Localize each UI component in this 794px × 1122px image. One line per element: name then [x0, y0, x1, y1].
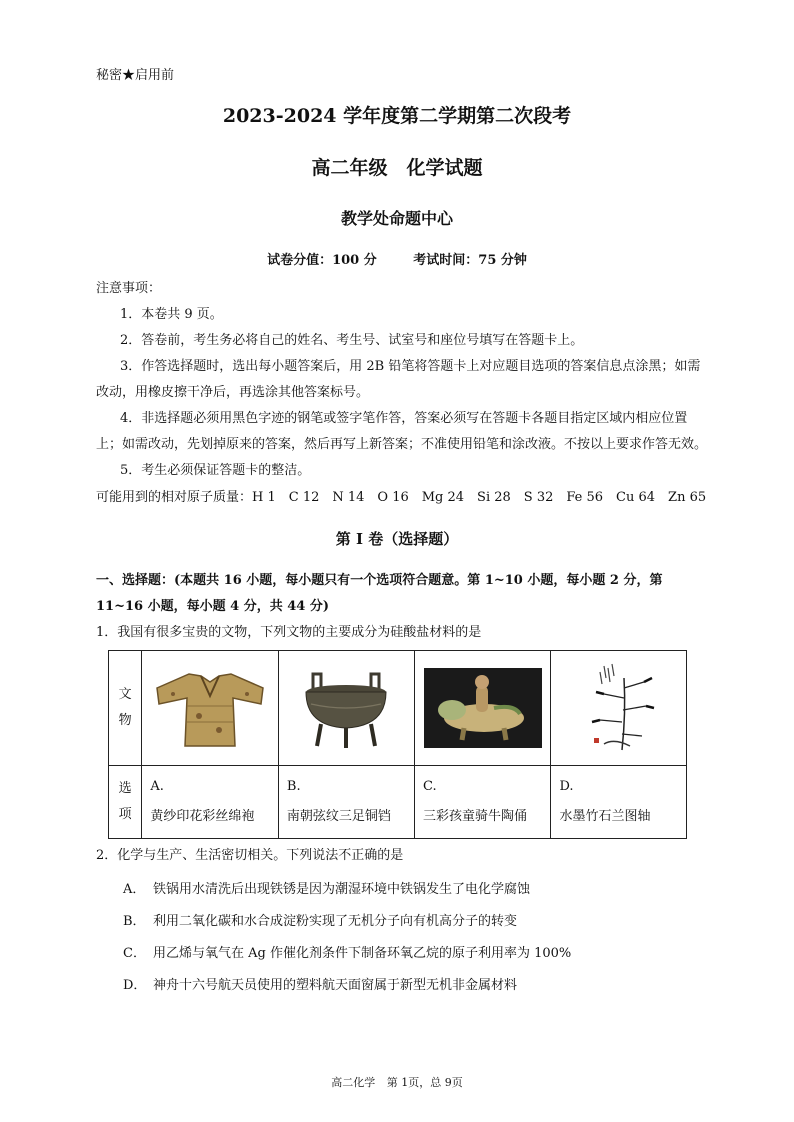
exam-time: 考试时间：75 分钟	[413, 253, 527, 268]
label-char: 选	[118, 781, 132, 796]
bronze-vessel-icon	[291, 666, 401, 750]
robe-icon	[149, 666, 271, 750]
artifact-image-robe	[142, 651, 279, 766]
option-text: 用乙烯与氧气在 Ag 作催化剂条件下制备环氧乙烷的原子利用率为 100%	[153, 946, 572, 961]
exam-subtitle: 高二年级 化学试题	[311, 157, 483, 179]
artifact-image-pottery-figure	[415, 651, 551, 766]
option-key: C．	[123, 946, 146, 961]
q2-option-c[interactable]	[123, 942, 571, 961]
option-text: 三彩孩童骑牛陶俑	[423, 809, 528, 824]
q2-option-d[interactable]	[123, 974, 517, 993]
option-key: A.	[150, 779, 164, 794]
footer-subject: 高二化学	[331, 1076, 376, 1089]
option-key: D．	[123, 978, 147, 993]
section-title: 第 I 卷（选择题）	[335, 530, 459, 548]
option-key: B.	[286, 779, 301, 794]
q2-option-b[interactable]	[123, 910, 517, 929]
q1-option-c[interactable]	[415, 766, 551, 839]
ink-painting-icon	[574, 658, 664, 758]
option-key: C.	[423, 779, 437, 794]
artifact-image-ink-painting	[551, 651, 687, 766]
pottery-figure-icon	[424, 668, 542, 748]
option-text: 铁锅用水清洗后出现铁锈是因为潮湿环境中铁锅发生了电化学腐蚀	[153, 882, 531, 897]
q1-option-b[interactable]	[278, 766, 414, 839]
page-footer	[0, 1074, 794, 1090]
label-char: 文	[118, 687, 132, 702]
label-char: 项	[118, 807, 132, 822]
option-text: 黄纱印花彩丝绵袍	[150, 809, 255, 824]
option-key: B．	[123, 914, 146, 929]
option-text: 利用二氧化碳和水合成淀粉实现了无机分子向有机高分子的转变	[153, 914, 518, 929]
exam-meta	[0, 249, 794, 268]
q1-option-a[interactable]	[142, 766, 279, 839]
q1-row-label-option	[109, 766, 142, 839]
exam-score: 试卷分值：100 分	[267, 253, 377, 268]
notice-item: 2．答卷前，考生务必将自己的姓名、考生号、试室号和座位号填写在答题卡上。	[120, 333, 584, 348]
exam-issuer: 教学处命题中心	[340, 209, 453, 228]
notice-item: 1．本卷共 9 页。	[120, 307, 223, 322]
notice-item: 3．作答选择题时，选出每小题答案后，用 2B 铅笔将答题卡上对应题目选项的答案信息点涂黑；如需改动，用橡皮擦干净后，再选涂其他答案标号。	[96, 359, 701, 400]
label-char: 物	[118, 713, 132, 728]
notice-block	[96, 276, 708, 484]
notice-heading: 注意事项：	[96, 281, 162, 296]
q1-stem: 1．我国有很多宝贵的文物，下列文物的主要成分为硅酸盐材料的是	[96, 625, 482, 640]
artifact-image-bronze-vessel	[278, 651, 414, 766]
q1-table	[108, 650, 687, 839]
confidential-mark: 秘密★启用前	[96, 68, 175, 83]
footer-page: 第 1页，总 9页	[386, 1076, 463, 1089]
atomic-masses: 可能用到的相对原子质量：H 1 C 12 N 14 O 16 Mg 24 Si 28 S 32 Fe 56 Cu 64 Zn 65	[96, 490, 707, 505]
option-text: 水墨竹石兰图轴	[559, 809, 651, 824]
notice-item: 5．考生必须保证答题卡的整洁。	[120, 463, 311, 478]
exam-title: 2023-2024 学年度第二学期第二次段考	[222, 105, 572, 127]
option-text: 南朝弦纹三足铜铛	[286, 809, 391, 824]
q2-option-a[interactable]	[123, 878, 530, 897]
option-text: 神舟十六号航天员使用的塑料航天面窗属于新型无机非金属材料	[153, 978, 518, 993]
notice-item: 4．非选择题必须用黑色字迹的钢笔或签字笔作答，答案必须写在答题卡各题目指定区域内相应位置上；如需改动，先划掉原来的答案，然后再写上新答案；不准使用铅笔和涂改液。不按以上要求作答无效。	[96, 411, 708, 452]
q1-row-label-artifact	[109, 651, 142, 766]
option-key: A．	[123, 882, 146, 897]
part1-header: 一、选择题：(本题共 16 小题，每小题只有一个选项符合题意。第 1~10 小题，每小题 2 分，第 11~16 小题，每小题 4 分，共 44 分)	[96, 573, 663, 614]
q1-option-d[interactable]	[551, 766, 687, 839]
option-key: D.	[559, 779, 574, 794]
q2-stem: 2．化学与生产、生活密切相关。下列说法不正确的是	[96, 848, 404, 863]
